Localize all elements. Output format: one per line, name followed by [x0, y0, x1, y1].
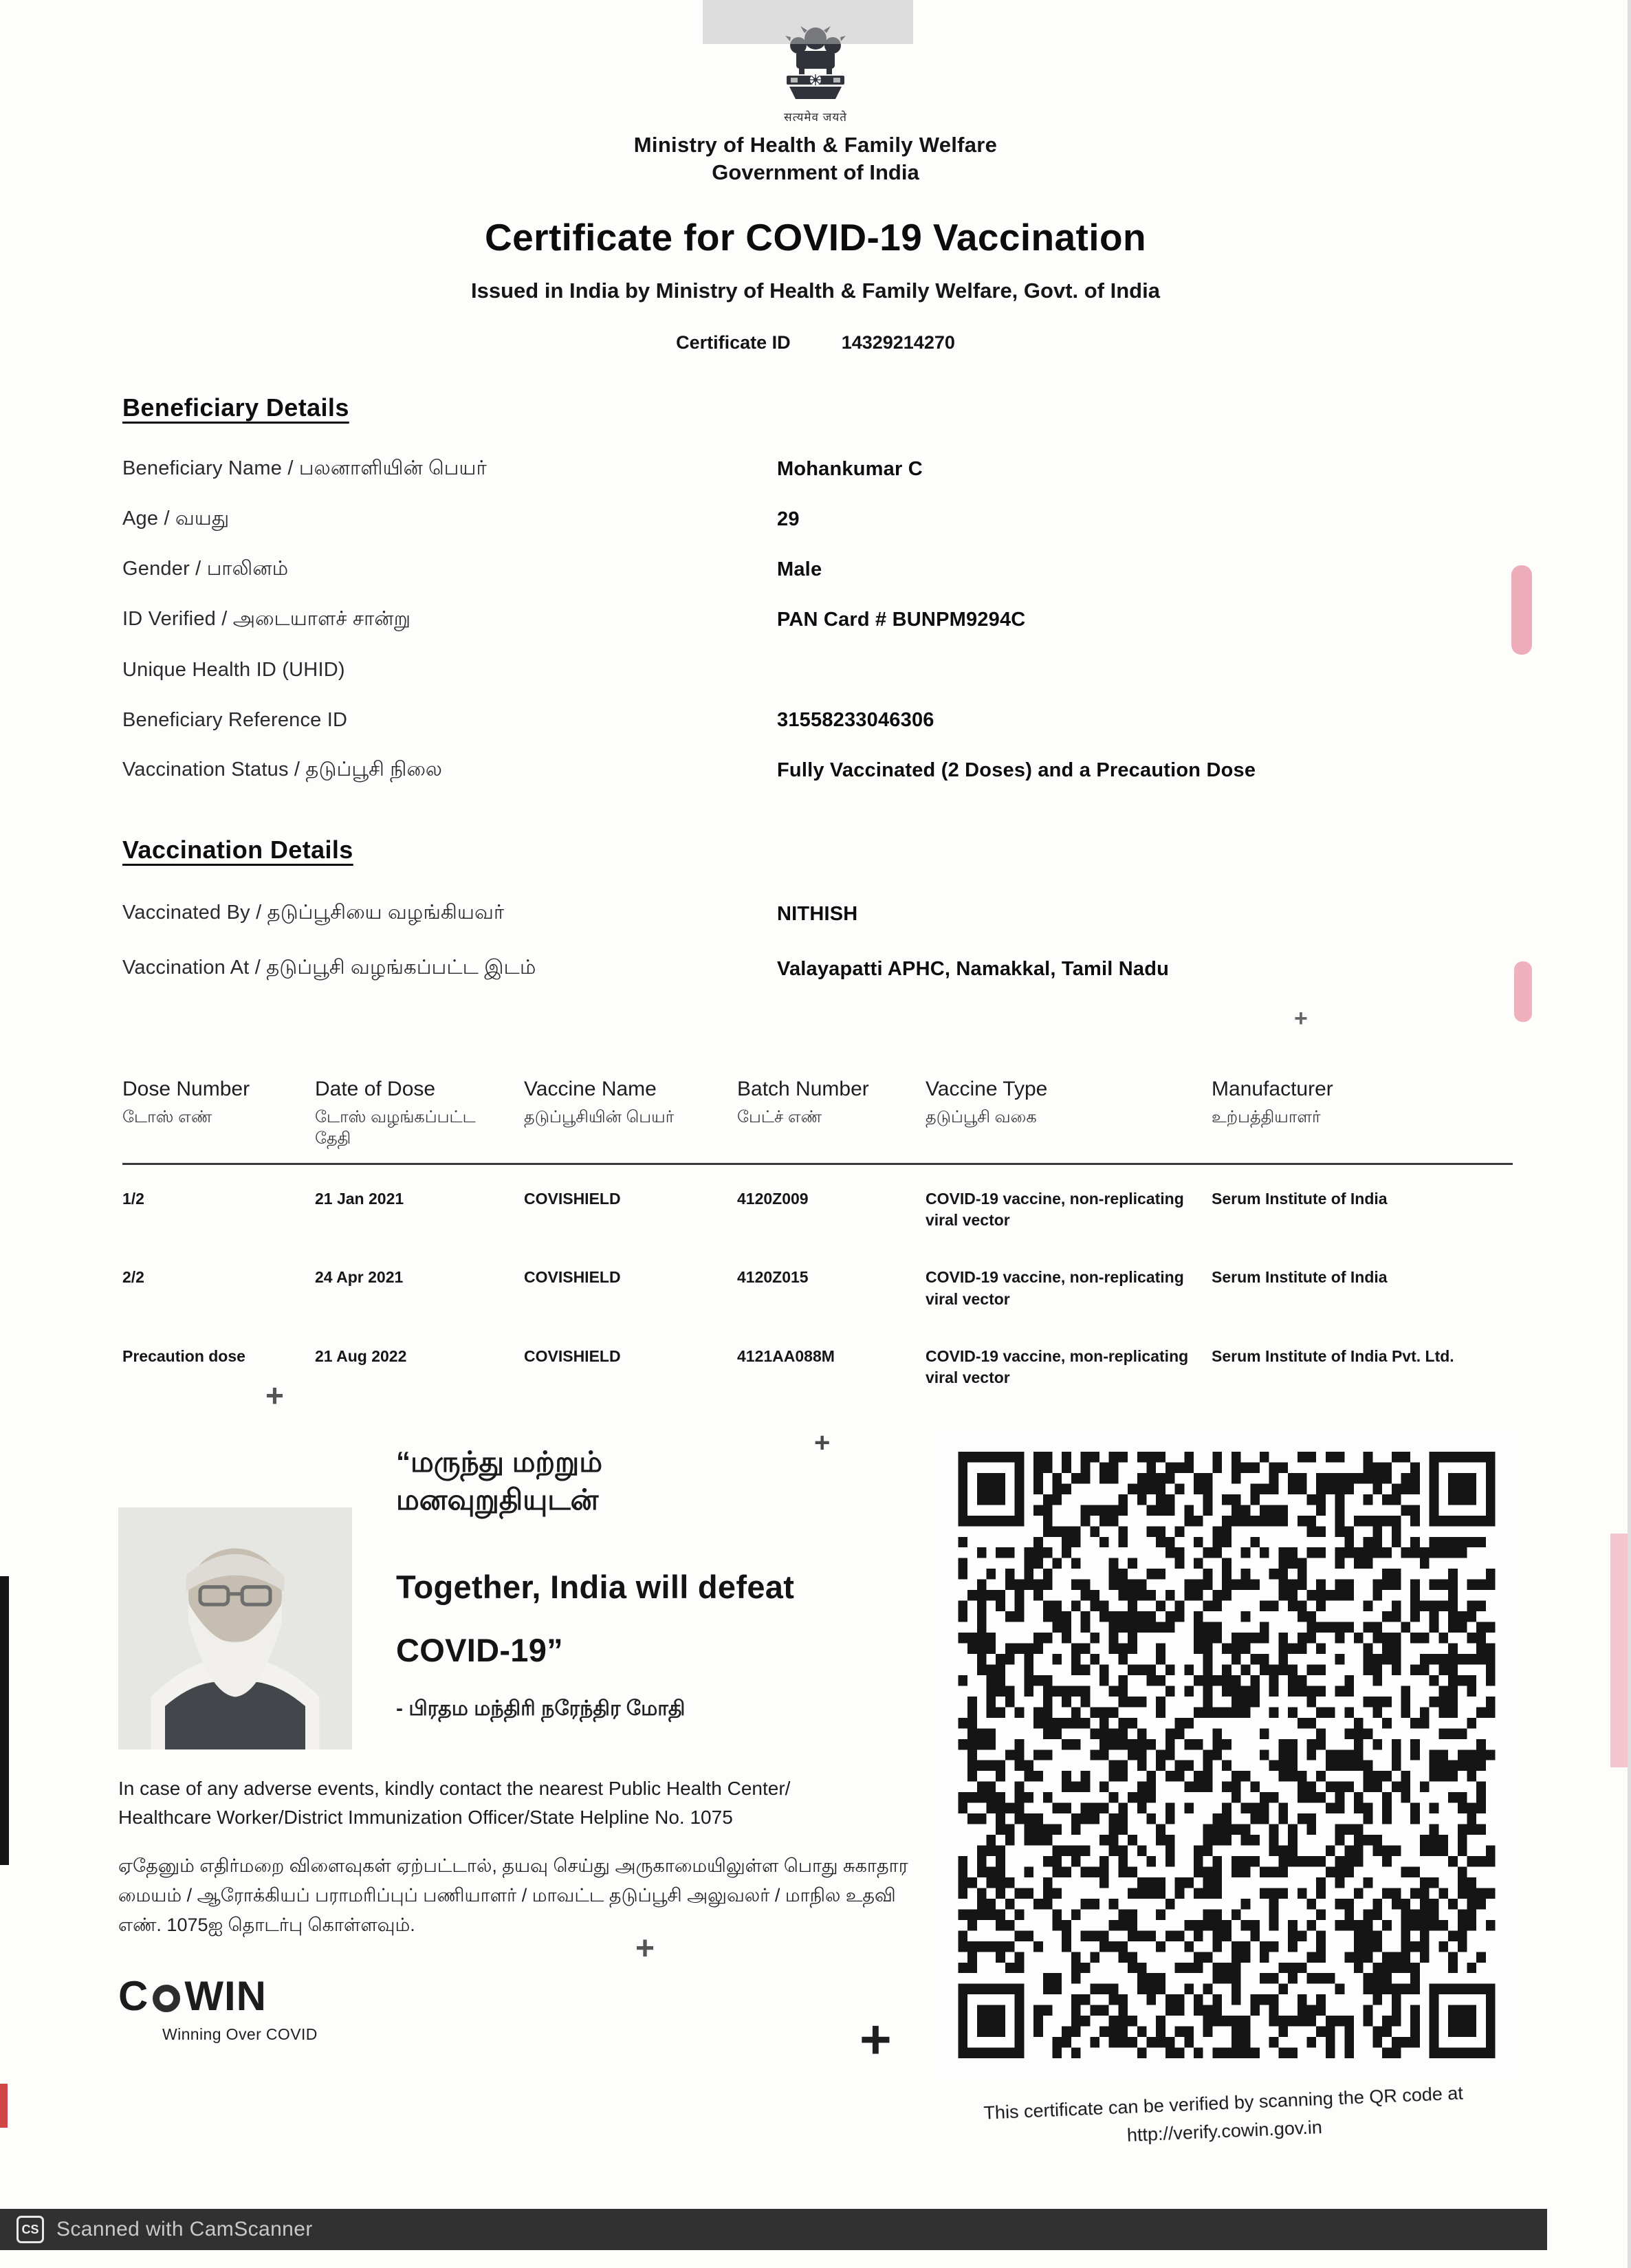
cell: Serum Institute of India	[1212, 1190, 1388, 1208]
quote-english-line2: COVID-19”	[396, 1631, 563, 1668]
cell: 21 Jan 2021	[315, 1190, 404, 1208]
cell: 2/2	[122, 1268, 144, 1287]
certificate-title: Certificate for COVID-19 Vaccination	[485, 216, 1146, 259]
field-uhid	[122, 645, 1631, 695]
qr-code	[939, 1430, 1514, 2080]
col-vaccine-type-ta: தடுப்பூசி வகை	[926, 1106, 1212, 1164]
field-vaccination-status	[122, 745, 1631, 796]
beneficiary-details-heading: Beneficiary Details	[122, 393, 349, 422]
verify-url: http://verify.cowin.gov.in	[1126, 2116, 1323, 2146]
dose-table-header-ta	[122, 1106, 1513, 1164]
camscanner-logo-icon: CS	[17, 2216, 44, 2243]
col-dose-number-ta: டோஸ் எண்	[122, 1106, 315, 1164]
dose-row-1	[122, 1164, 1513, 1244]
verify-text: This certificate can be verified by scanning the QR code at	[983, 2082, 1464, 2124]
field-age	[122, 494, 1631, 545]
dose-table	[122, 1078, 1631, 1401]
quote-english	[396, 1556, 794, 1681]
registration-cross-mark: +	[635, 1930, 655, 1967]
col-vaccine-name: Vaccine Name	[524, 1078, 657, 1100]
cell: 4120Z015	[737, 1268, 809, 1287]
registration-cross-mark: +	[860, 2009, 892, 2070]
cowin-tagline: Winning Over COVID	[162, 2025, 318, 2043]
verify-note	[914, 2076, 1535, 2158]
field-vaccination-at	[122, 941, 1631, 996]
certificate-id-value: 14329214270	[841, 332, 955, 353]
ashoka-emblem	[765, 23, 866, 124]
col-manufacturer: Manufacturer	[1212, 1078, 1333, 1100]
cell: Serum Institute of India	[1212, 1268, 1388, 1287]
cell: 4121AA088M	[737, 1346, 835, 1365]
quote-tamil-line1: “மருந்து மற்றும்	[396, 1446, 603, 1478]
quote-attribution: - பிரதம மந்திரி நரேந்திர மோதி	[396, 1697, 686, 1720]
camscanner-label: Scanned with CamScanner	[56, 2218, 313, 2240]
field-label: ID Verified / அடையாளச் சான்று	[122, 607, 411, 630]
field-label: Vaccination At / தடுப்பூசி வழங்கப்பட்ட இடம்	[122, 957, 536, 979]
cell: COVISHIELD	[524, 1346, 621, 1365]
cell: 21 Aug 2022	[315, 1346, 407, 1365]
registration-cross-mark: +	[265, 1377, 284, 1413]
cowin-wordmark	[118, 1972, 318, 2020]
cell: 4120Z009	[737, 1190, 809, 1208]
certificate-id-label: Certificate ID	[676, 332, 791, 353]
cowin-o-icon	[153, 1985, 180, 2012]
cell: Serum Institute of India Pvt. Ltd.	[1212, 1346, 1454, 1365]
registration-cross-mark: +	[814, 1428, 831, 1458]
field-label: Age / வயது	[122, 507, 230, 530]
field-label: Unique Health ID (UHID)	[122, 659, 345, 681]
cowin-letter-c: C	[118, 1973, 149, 2019]
field-value: NITHISH	[777, 902, 858, 925]
cell: 24 Apr 2021	[315, 1268, 404, 1287]
field-value: Male	[777, 558, 822, 580]
certificate-id-row	[0, 332, 1631, 353]
field-beneficiary-name	[122, 444, 1631, 494]
cowin-logo	[118, 1972, 318, 2044]
field-id-verified	[122, 595, 1631, 645]
dose-row-precaution	[122, 1322, 1513, 1401]
field-value: 31558233046306	[777, 709, 934, 731]
col-batch-number: Batch Number	[737, 1078, 869, 1100]
cell: COVISHIELD	[524, 1268, 621, 1287]
footer-composite	[0, 1403, 1631, 2235]
field-value: 29	[777, 508, 800, 530]
advisory-text-tamil: ஏதேனும் எதிர்மறை விளைவுகள் ஏற்பட்டால், தயவு செய்து அருகாமையிலுள்ள பொது சுகாதார மையம் / ஆரோக்கியப் பராமரிப்புப் பணியாளர் / மாவட்ட தடுப்பூசி அலுவலர் / மாநில உதவி எண். 1075ஐ தொடர்பு கொள்ளவும்.	[118, 1855, 908, 1936]
beneficiary-fields	[122, 444, 1631, 796]
cell: COVISHIELD	[524, 1190, 621, 1208]
cell: COVID-19 vaccine, non-replicating viral vector	[926, 1190, 1184, 1230]
cell: 1/2	[122, 1190, 144, 1208]
government-name: Government of India	[712, 160, 919, 184]
col-batch-number-ta: பேட்ச் எண்	[737, 1106, 926, 1164]
vaccination-fields	[122, 886, 1631, 996]
field-value: Valayapatti APHC, Namakkal, Tamil Nadu	[777, 957, 1170, 980]
field-vaccinated-by	[122, 886, 1631, 941]
field-label: Vaccinated By / தடுப்பூசியை வழங்கியவர்	[122, 902, 505, 924]
field-value: Fully Vaccinated (2 Doses) and a Precaution Dose	[777, 759, 1256, 781]
field-label: Vaccination Status / தடுப்பூசி நிலை	[122, 758, 443, 781]
registration-cross-mark: +	[1294, 1005, 1308, 1032]
cell: COVID-19 vaccine, non-replicating viral vector	[926, 1268, 1184, 1308]
cell: Precaution dose	[122, 1346, 245, 1365]
field-label: Beneficiary Name / பலனாளியின் பெயர்	[122, 457, 487, 479]
pm-photo	[118, 1507, 352, 1749]
col-date-of-dose-ta: டோஸ் வழங்கப்பட்ட தேதி	[315, 1106, 524, 1164]
advisory-text-english: In case of any adverse events, kindly contact the nearest Public Health Center/ Healthcare Worker/District Immunization Officer/State Helpline No. 1075	[118, 1778, 791, 1828]
pm-portrait-image	[118, 1507, 352, 1749]
dose-table-header-en	[122, 1078, 1513, 1106]
emblem-motto: सत्यमेव जयते	[784, 111, 847, 124]
ashoka-emblem-icon	[765, 23, 866, 107]
field-value: PAN Card # BUNPM9294C	[777, 609, 1026, 631]
quote-english-line1: Together, India will defeat	[396, 1569, 795, 1605]
col-date-of-dose: Date of Dose	[315, 1078, 436, 1100]
col-vaccine-name-ta: தடுப்பூசியின் பெயர்	[524, 1106, 737, 1164]
quote-tamil	[396, 1443, 602, 1519]
col-manufacturer-ta: உற்பத்தியாளர்	[1212, 1106, 1513, 1164]
vaccination-details-heading: Vaccination Details	[122, 836, 353, 864]
certificate-subtitle: Issued in India by Ministry of Health & Family Welfare, Govt. of India	[471, 279, 1160, 303]
certificate-header	[0, 0, 1631, 353]
cowin-letter-win: WIN	[184, 1973, 267, 2019]
ministry-name: Ministry of Health & Family Welfare	[633, 133, 998, 157]
quote-tamil-line2: மனவுறுதியுடன்	[396, 1483, 599, 1516]
col-vaccine-type: Vaccine Type	[926, 1078, 1048, 1100]
camscanner-bar	[0, 2209, 1547, 2250]
dose-row-2	[122, 1243, 1513, 1322]
col-dose-number: Dose Number	[122, 1078, 250, 1100]
qr-code-image	[939, 1430, 1514, 2080]
field-beneficiary-reference-id	[122, 695, 1631, 745]
cell: COVID-19 vaccine, mon-replicating viral vector	[926, 1346, 1189, 1386]
field-label: Gender / பாலினம்	[122, 557, 289, 580]
field-gender	[122, 545, 1631, 595]
field-label: Beneficiary Reference ID	[122, 709, 348, 731]
field-value: Mohankumar C	[777, 458, 923, 480]
